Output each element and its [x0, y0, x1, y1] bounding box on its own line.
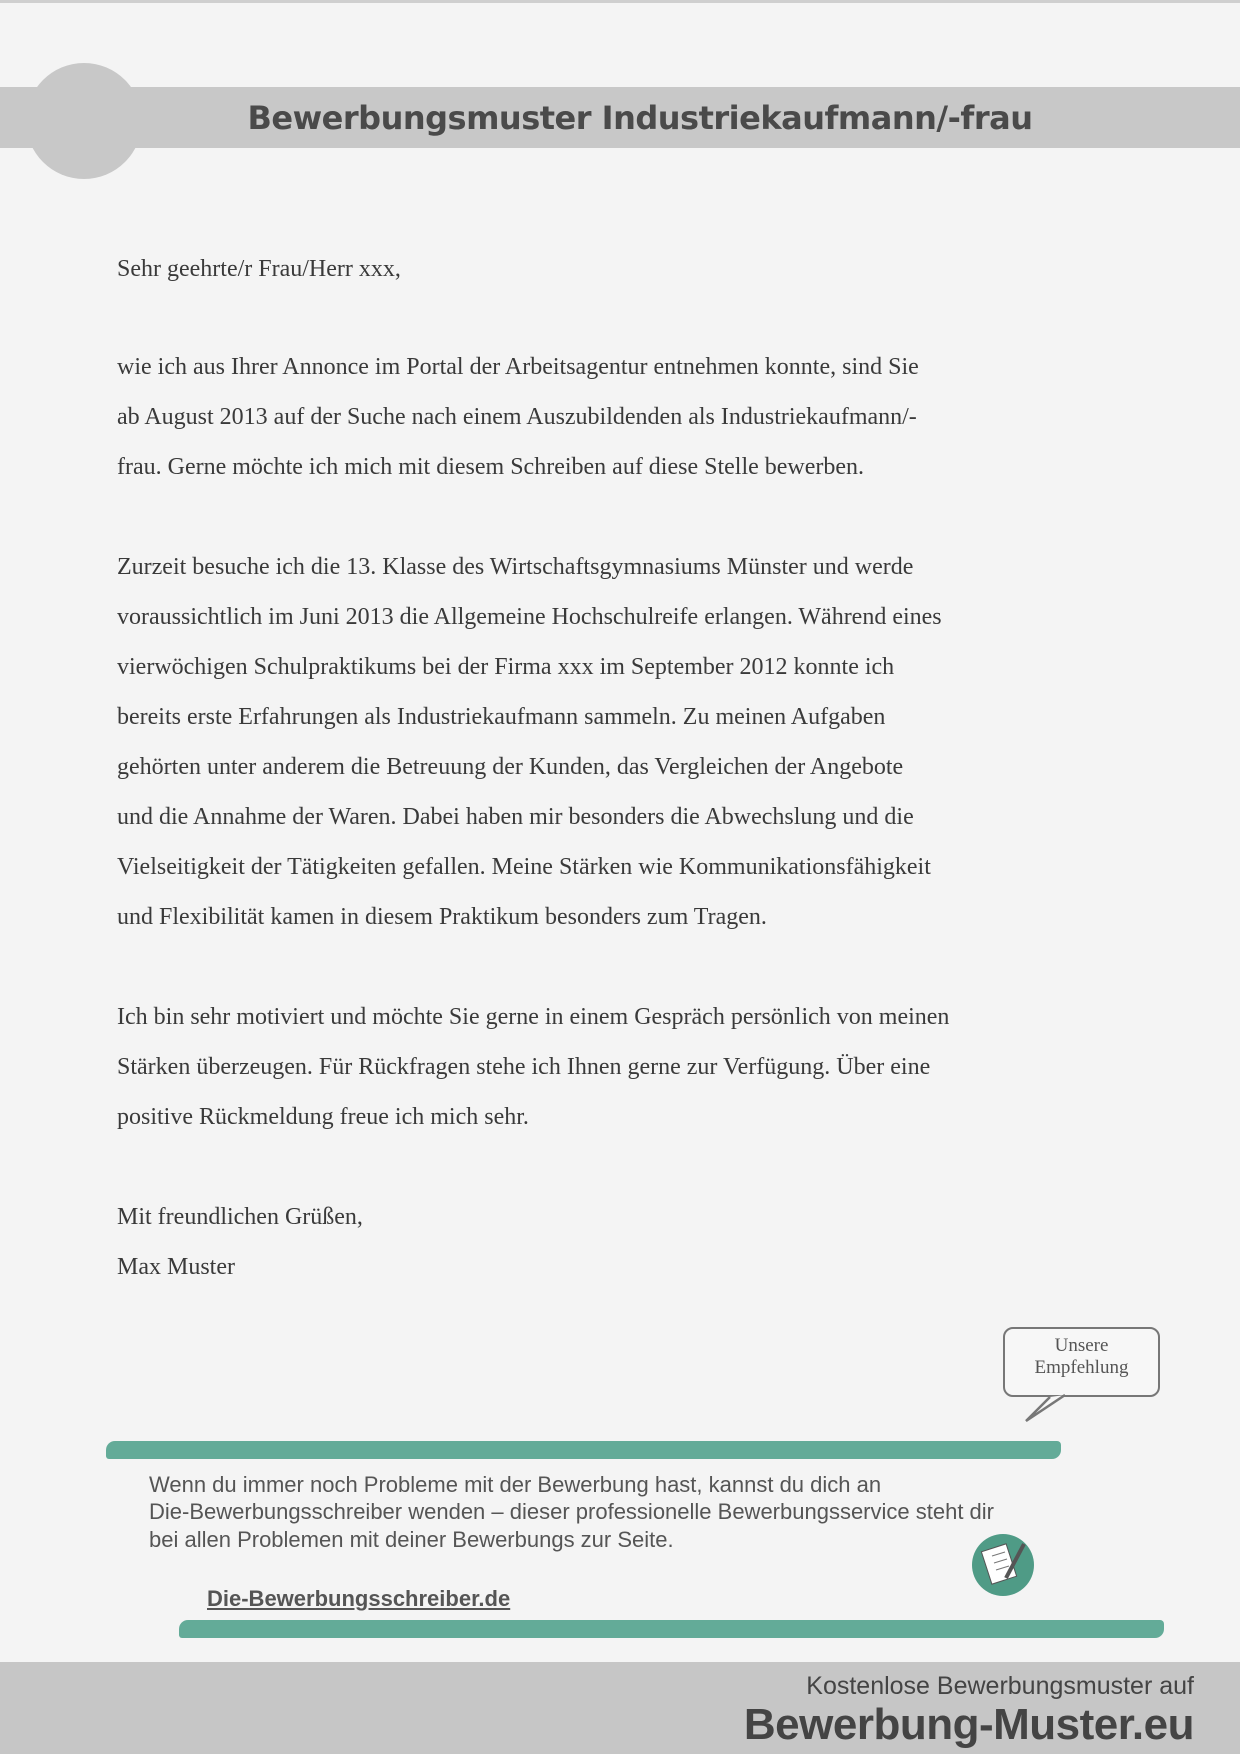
letter-line: gehörten unter anderem die Betreuung der Kunden, das Vergleichen der Angebote	[117, 754, 904, 780]
letter-line: ab August 2013 auf der Suche nach einem Auszubildenden als Industriekaufmann/-	[117, 404, 917, 430]
letter-line: positive Rückmeldung freue ich mich sehr.	[117, 1104, 529, 1130]
letter-line: voraussichtlich im Juni 2013 die Allgemeine Hochschulreife erlangen. Während eines	[117, 604, 942, 630]
letter-line: bereits erste Erfahrungen als Industriekaufmann sammeln. Zu meinen Aufgaben	[117, 704, 886, 730]
recommendation-line1: Unsere	[1054, 1335, 1109, 1356]
letter-line: wie ich aus Ihrer Annonce im Portal der Arbeitsagentur entnehmen konnte, sind Sie	[117, 354, 919, 380]
document-pen-icon	[972, 1534, 1034, 1596]
green-brush-stroke-top	[106, 1441, 1061, 1459]
page-title: Bewerbungsmuster Industriekaufmann/-frau	[247, 98, 1033, 137]
green-brush-stroke-bottom	[179, 1620, 1164, 1638]
signature-name: Max Muster	[117, 1254, 235, 1280]
promo-line: Wenn du immer noch Probleme mit der Bewerbung hast, kannst du dich an	[149, 1472, 882, 1497]
letter-line: Stärken überzeugen. Für Rückfragen stehe ich Ihnen gerne zur Verfügung. Über eine	[117, 1054, 931, 1080]
top-border	[0, 0, 1240, 3]
promo-line: Die-Bewerbungsschreiber wenden – dieser professionelle Bewerbungsservice steht dir	[149, 1499, 995, 1524]
promo-line: bei allen Problemen mit deiner Bewerbungs zur Seite.	[149, 1527, 674, 1552]
salutation: Sehr geehrte/r Frau/Herr xxx,	[117, 256, 401, 282]
letter-line: und Flexibilität kamen in diesem Praktikum besonders zum Tragen.	[117, 904, 767, 930]
footer-site-name[interactable]: Bewerbung-Muster.eu	[743, 1700, 1194, 1749]
recommendation-bubble	[1003, 1327, 1160, 1397]
letter-line: frau. Gerne möchte ich mich mit diesem Schreiben auf diese Stelle bewerben.	[117, 454, 865, 480]
speech-bubble-tail-icon	[1020, 1394, 1080, 1424]
letter-line: und die Annahme der Waren. Dabei haben mir besonders die Abwechslung und die	[117, 804, 914, 830]
letter-line: Vielseitigkeit der Tätigkeiten gefallen. Meine Stärken wie Kommunikationsfähigkeit	[117, 854, 931, 880]
letter-line: vierwöchigen Schulpraktikums bei der Firma xxx im September 2012 konnte ich	[117, 654, 895, 680]
closing: Mit freundlichen Grüßen,	[117, 1204, 363, 1230]
letter-line: Ich bin sehr motiviert und möchte Sie gerne in einem Gespräch persönlich von meinen	[117, 1004, 950, 1030]
letter-line: Zurzeit besuche ich die 13. Klasse des Wirtschaftsgymnasiums Münster und werde	[117, 554, 914, 580]
header-banner	[0, 87, 1240, 148]
footer-tagline: Kostenlose Bewerbungsmuster auf	[806, 1672, 1194, 1700]
bewerbungsschreiber-link[interactable]: Die-Bewerbungsschreiber.de	[207, 1586, 511, 1611]
recommendation-line2: Empfehlung	[1034, 1357, 1129, 1378]
